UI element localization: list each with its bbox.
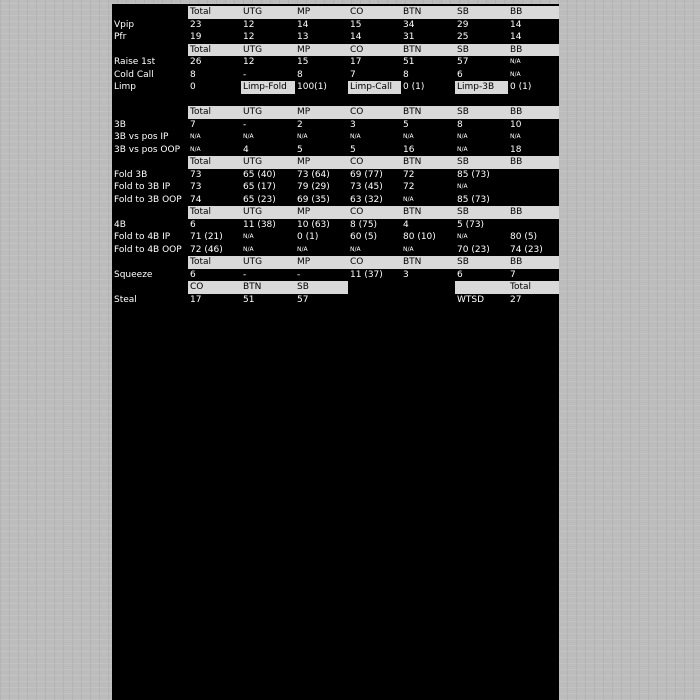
stat-cell: 74 (23) [510,244,543,255]
stat-cell: 31 [403,32,415,42]
stat-cell: CO [348,206,401,219]
stat-label: Raise 1st [114,57,156,67]
stat-cell: 34 [403,19,415,30]
stat-cell: BTN [401,206,455,219]
stat-cell: 3 [350,119,356,130]
stats-row [112,244,559,257]
stat-cell: 7 [190,119,196,130]
stats-row [112,206,559,219]
stat-cell: 6 [190,219,196,230]
stat-cell: 69 (77) [350,169,383,180]
stat-cell: BTN [401,44,455,57]
stat-cell: 12 [243,57,255,67]
stat-cell: Total [508,281,559,294]
stat-cell: 12 [243,32,255,42]
stat-cell: - [297,269,301,280]
stats-row [112,106,559,119]
stat-cell: - [243,69,247,80]
stat-cell: 80 (5) [510,232,538,242]
stat-cell: 80 (10) [403,232,436,242]
stats-row [112,219,559,232]
stat-cell: 73 (64) [297,169,330,180]
stat-cell: N/A [297,133,308,140]
stat-cell: SB [455,156,508,169]
stat-cell [348,281,401,294]
stat-label: Squeeze [114,269,153,280]
stats-row [112,194,559,207]
stat-label: 4B [114,219,126,230]
stat-cell: BTN [241,281,295,294]
stat-cell: MP [295,206,348,219]
stat-cell: 14 [350,32,362,42]
stat-cell: 51 [403,57,415,67]
stat-cell: 11 (37) [350,269,383,280]
stat-cell: Limp-3B [455,81,508,94]
stat-label: Fold to 4B IP [114,232,171,242]
stat-cell: UTG [241,256,295,269]
stat-cell: UTG [241,6,295,19]
stat-cell: N/A [457,133,468,140]
stat-cell: 71 (21) [190,232,223,242]
stat-cell: 57 [297,294,309,305]
stat-label [112,206,188,219]
stats-row [112,131,559,144]
stat-cell [401,294,455,307]
stats-row [112,31,559,44]
stat-cell: UTG [241,44,295,57]
stat-cell: N/A [510,58,521,65]
stat-cell: 6 [190,269,196,280]
stat-cell: 8 [297,69,303,80]
stat-cell: BB [508,156,559,169]
stat-cell: 6 [457,69,463,80]
stat-cell: MP [295,6,348,19]
stat-cell: 17 [350,57,362,67]
stats-row [112,19,559,32]
stat-cell: N/A [350,133,361,140]
stat-cell: 73 (45) [350,182,383,192]
stat-cell: N/A [243,133,254,140]
stat-cell: MP [295,106,348,119]
stat-cell: 4 [403,219,409,230]
stat-cell: 7 [350,69,356,80]
stat-label: Pfr [114,32,127,42]
stat-cell: 60 (5) [350,232,378,242]
stats-row [112,231,559,244]
stat-cell: CO [348,6,401,19]
stat-cell: 0 (1) [510,82,532,92]
stat-cell: 70 (23) [457,244,490,255]
stats-row [112,6,559,19]
stat-cell: 0 (1) [297,232,319,242]
stat-cell: 6 [457,269,463,280]
stat-cell: SB [455,44,508,57]
stat-cell [401,281,455,294]
stat-cell: BTN [401,6,455,19]
stat-cell [508,169,559,182]
stat-cell: 0 [190,82,196,92]
stat-cell: 3 [403,269,409,280]
stat-cell [455,281,508,294]
stat-cell: 5 (73) [457,219,485,230]
stat-cell: 17 [190,294,202,305]
stat-cell: N/A [403,133,414,140]
stat-cell: MP [295,256,348,269]
stat-cell: N/A [510,70,521,78]
stat-cell: N/A [243,245,254,253]
stat-cell: 8 [190,69,196,80]
stat-label: Fold 3B [114,169,148,180]
stat-cell: 8 [403,69,409,80]
stat-cell: 16 [403,144,415,155]
stat-cell: 12 [243,19,255,30]
stat-cell: 73 [190,169,202,180]
stat-cell: - [243,119,247,130]
stat-cell: UTG [241,106,295,119]
stat-cell: 63 (32) [350,194,383,205]
stat-cell: N/A [457,233,468,240]
stat-cell: 4 [243,144,249,155]
stat-cell: 73 [190,182,202,192]
stat-cell: BB [508,206,559,219]
stat-cell: 85 (73) [457,194,490,205]
stats-row [112,144,559,157]
stats-row [112,44,559,57]
stat-cell: N/A [510,133,521,140]
stat-cell: 27 [510,294,522,305]
stat-cell: 65 (23) [243,194,276,205]
stat-cell: Limp-Fold [241,81,295,94]
stats-row [112,69,559,82]
stats-row [112,269,559,282]
stat-cell: N/A [243,233,254,240]
stat-cell: CO [348,44,401,57]
stat-cell: 8 [457,119,463,130]
stat-cell: 51 [243,294,255,305]
stat-cell: 25 [457,32,469,42]
stat-cell: 13 [297,32,309,42]
stat-cell: 10 (63) [297,219,330,230]
stat-cell: N/A [190,133,201,140]
stat-cell: SB [295,281,348,294]
stat-cell: 72 [403,182,415,192]
stat-cell: 15 [297,57,309,67]
stat-cell: N/A [457,183,468,190]
stat-cell: Total [188,156,241,169]
stat-cell: N/A [403,245,414,253]
stats-row [112,294,559,307]
stat-cell: MP [295,156,348,169]
stat-cell: 18 [510,144,522,155]
stat-label [112,44,188,57]
stats-row [112,81,559,94]
stats-row [112,119,559,132]
stat-cell: CO [348,156,401,169]
stat-cell: 23 [190,19,202,30]
stat-label: Limp [114,82,136,92]
stat-label: Cold Call [114,69,154,80]
stat-cell: CO [348,106,401,119]
stat-cell: SB [455,256,508,269]
stat-cell: 74 [190,194,202,205]
stat-cell: 5 [297,144,303,155]
stat-cell: 65 (40) [243,169,276,180]
stat-cell: BB [508,44,559,57]
stat-cell: 14 [510,19,522,30]
stat-cell [508,181,559,194]
stats-row [112,181,559,194]
stat-cell: N/A [457,145,468,153]
stat-cell: N/A [190,145,201,153]
stats-row [112,94,559,107]
stat-cell: WTSD [457,294,485,305]
stat-cell: BB [508,256,559,269]
stat-label: Steal [114,294,137,305]
stat-cell: 100(1) [297,82,327,92]
stat-cell: 8 (75) [350,219,378,230]
stat-cell: UTG [241,206,295,219]
stat-cell: - [243,269,247,280]
stat-cell: N/A [297,245,308,253]
stat-cell: Total [188,106,241,119]
stat-label [112,256,188,269]
stat-cell: Total [188,206,241,219]
stat-cell: 79 (29) [297,182,330,192]
stat-cell: N/A [350,245,361,253]
stat-cell: Total [188,44,241,57]
stat-cell [508,194,559,207]
stat-cell: 0 (1) [403,82,425,92]
stat-label [112,6,188,19]
stat-cell: 7 [510,269,516,280]
stat-cell: BTN [401,156,455,169]
stat-cell: Total [188,6,241,19]
stat-cell: Limp-Call [348,81,401,94]
stat-cell: 19 [190,32,202,42]
stat-cell: 26 [190,57,202,67]
stats-row [112,169,559,182]
stat-cell: CO [348,256,401,269]
stats-row [112,256,559,269]
stats-row [112,156,559,169]
stat-cell [508,219,559,232]
stat-cell: N/A [403,195,414,203]
stat-cell: 72 (46) [190,244,223,255]
stat-cell: 2 [297,119,303,130]
stat-cell: 85 (73) [457,169,490,180]
stat-label: Fold to 3B OOP [114,194,182,205]
stat-cell [348,294,401,307]
stat-cell: 10 [510,119,522,130]
stat-label [112,156,188,169]
stat-cell: 57 [457,57,469,67]
stat-cell: 29 [457,19,469,30]
stat-cell: MP [295,44,348,57]
stat-cell: 5 [403,119,409,130]
stat-label: 3B vs pos IP [114,132,169,142]
stat-label: Vpip [114,19,135,30]
stat-cell: 15 [350,19,362,30]
stats-row [112,281,559,294]
stat-label: Fold to 4B OOP [114,244,182,255]
stat-cell: BTN [401,256,455,269]
stat-cell: CO [188,281,241,294]
stat-cell: SB [455,6,508,19]
stat-cell: SB [455,106,508,119]
stat-cell: 14 [510,32,522,42]
stat-cell: BB [508,106,559,119]
stat-cell: 5 [350,144,356,155]
stat-cell: 11 (38) [243,219,276,230]
stat-label [112,281,188,294]
stat-cell: BTN [401,106,455,119]
stat-label: 3B vs pos OOP [114,144,181,155]
stat-cell: 14 [297,19,309,30]
stat-cell: 65 (17) [243,182,276,192]
stat-cell: Total [188,256,241,269]
stats-row [112,56,559,69]
stat-cell: UTG [241,156,295,169]
stat-label [112,106,188,119]
stat-label: Fold to 3B IP [114,182,171,192]
hud-stats-panel [112,4,559,700]
stat-cell: 69 (35) [297,194,330,205]
stat-cell: SB [455,206,508,219]
stat-cell: 72 [403,169,415,180]
stat-label: 3B [114,119,126,130]
stat-cell: BB [508,6,559,19]
